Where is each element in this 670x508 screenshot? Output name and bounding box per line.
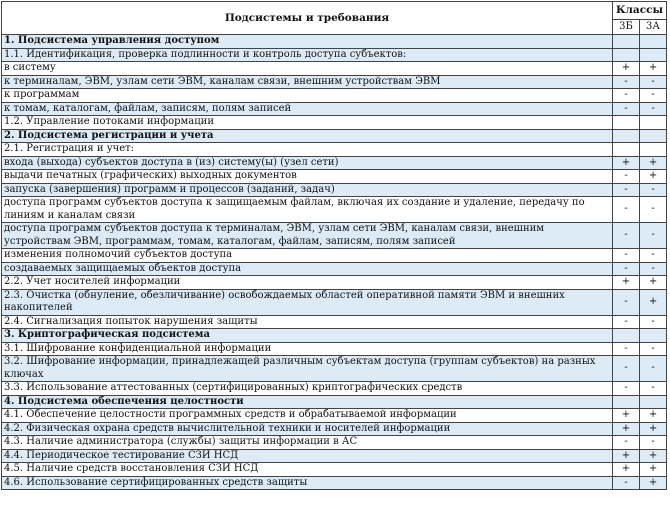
class-3a-mark [640, 143, 667, 157]
requirement-text: входа (выхода) субъектов доступа в (из) систему(ы) (узел сети) [2, 156, 613, 170]
class-3a-mark: - [640, 89, 667, 103]
requirement-text: к программам [2, 89, 613, 103]
table-row [2, 75, 667, 89]
table-row [2, 422, 667, 436]
requirement-text: 2.3. Очистка (обнуление, обезличивание) освобождаемых областей оперативной памяти ЭВМ и внешних накопителей [2, 289, 613, 315]
requirements-table [1, 1, 667, 490]
table-row [2, 463, 667, 477]
class-3b-mark: - [613, 197, 640, 223]
class-3b-mark: - [613, 342, 640, 356]
table-row [2, 62, 667, 76]
table-row [2, 143, 667, 157]
table-row [2, 315, 667, 329]
class-3a-mark: - [640, 75, 667, 89]
section-title: 1. Подсистема управления доступом [2, 35, 613, 49]
class-3b-mark: + [613, 449, 640, 463]
class-3a-mark: + [640, 289, 667, 315]
requirement-text: 4.5. Наличие средств восстановления СЗИ НСД [2, 463, 613, 477]
requirement-text: 4.3. Наличие администратора (службы) защиты информации в АС [2, 436, 613, 450]
requirement-text: 3.2. Шифрование информации, принадлежащей различным субъектам доступа (группам субъектов) на разных ключах [2, 356, 613, 382]
class-3b-mark: - [613, 356, 640, 382]
requirement-text: 3.1. Шифрование конфиденциальной информации [2, 342, 613, 356]
class-3a-mark [640, 129, 667, 143]
class-3b-mark: - [613, 170, 640, 184]
table-row [2, 156, 667, 170]
requirement-text: 4.1. Обеспечение целостности программных средств и обрабатываемой информации [2, 409, 613, 423]
class-3a-mark: + [640, 156, 667, 170]
requirement-text: 3.3. Использование аттестованных (сертифицированных) криптографических средств [2, 382, 613, 396]
class-3b-mark: - [613, 436, 640, 450]
class-3a-mark [640, 48, 667, 62]
class-3a-mark: + [640, 463, 667, 477]
table-row [2, 89, 667, 103]
requirement-text: 4.6. Использование сертифицированных средств защиты [2, 476, 613, 490]
table-row [2, 449, 667, 463]
class-3b-mark: - [613, 102, 640, 116]
class-3a-mark: - [640, 262, 667, 276]
section-row [2, 35, 667, 49]
class-3a-mark [640, 116, 667, 130]
requirement-text: доступа программ субъектов доступа к терминалам, ЭВМ, узлам сети ЭВМ, каналам связи, внешним устройствам ЭВМ, программам, томам, каталогам, файлам, записям, полям записей [2, 223, 613, 249]
requirement-text: выдачи печатных (графических) выходных документов [2, 170, 613, 184]
table-row [2, 170, 667, 184]
table-header [2, 2, 667, 35]
class-3a-mark: + [640, 276, 667, 290]
table-row [2, 48, 667, 62]
class-3b-mark: + [613, 156, 640, 170]
class-3a-mark [640, 35, 667, 49]
requirement-text: 2.1. Регистрация и учет: [2, 143, 613, 157]
class-3a-mark: - [640, 249, 667, 263]
class-3b-mark: - [613, 89, 640, 103]
requirement-text: доступа программ субъектов доступа к защищаемым файлам, включая их создание и удаление, передачу по линиям и каналам связи [2, 197, 613, 223]
class-3a-mark: + [640, 422, 667, 436]
header-class-3b: 3Б [613, 20, 640, 35]
requirement-text: в систему [2, 62, 613, 76]
class-3b-mark: - [613, 75, 640, 89]
table-row [2, 102, 667, 116]
header-title: Подсистемы и требования [2, 2, 613, 35]
table-row [2, 276, 667, 290]
class-3b-mark: + [613, 463, 640, 477]
table-row [2, 342, 667, 356]
class-3a-mark: + [640, 62, 667, 76]
section-title: 3. Криптографическая подсистема [2, 329, 613, 343]
section-row [2, 129, 667, 143]
requirement-text: к томам, каталогам, файлам, записям, полям записей [2, 102, 613, 116]
class-3b-mark: - [613, 315, 640, 329]
requirement-text: 4.4. Периодическое тестирование СЗИ НСД [2, 449, 613, 463]
class-3a-mark: + [640, 476, 667, 490]
section-title: 4. Подсистема обеспечения целостности [2, 395, 613, 409]
class-3a-mark: - [640, 382, 667, 396]
class-3a-mark: - [640, 436, 667, 450]
class-3b-mark: - [613, 223, 640, 249]
table-row [2, 223, 667, 249]
class-3b-mark [613, 116, 640, 130]
class-3a-mark: - [640, 197, 667, 223]
class-3b-mark: - [613, 382, 640, 396]
table-row [2, 197, 667, 223]
requirement-text: к терминалам, ЭВМ, узлам сети ЭВМ, каналам связи, внешним устройствам ЭВМ [2, 75, 613, 89]
class-3b-mark: - [613, 183, 640, 197]
section-row [2, 395, 667, 409]
table-body [2, 35, 667, 490]
class-3a-mark: - [640, 342, 667, 356]
requirement-text: 4.2. Физическая охрана средств вычислительной техники и носителей информации [2, 422, 613, 436]
table-row [2, 356, 667, 382]
class-3a-mark: + [640, 170, 667, 184]
class-3a-mark: + [640, 409, 667, 423]
class-3b-mark: - [613, 249, 640, 263]
class-3a-mark: - [640, 315, 667, 329]
table-row [2, 116, 667, 130]
class-3b-mark: - [613, 262, 640, 276]
table-row [2, 382, 667, 396]
requirement-text: запуска (завершения) программ и процессов (заданий, задач) [2, 183, 613, 197]
class-3b-mark [613, 329, 640, 343]
section-title: 2. Подсистема регистрации и учета [2, 129, 613, 143]
table-row [2, 249, 667, 263]
class-3b-mark: + [613, 422, 640, 436]
table-row [2, 262, 667, 276]
class-3a-mark: - [640, 356, 667, 382]
class-3b-mark: - [613, 289, 640, 315]
table-row [2, 436, 667, 450]
class-3b-mark [613, 143, 640, 157]
header-class-3a: 3А [640, 20, 667, 35]
class-3b-mark [613, 395, 640, 409]
requirement-text: 1.2. Управление потоками информации [2, 116, 613, 130]
table-row [2, 183, 667, 197]
header-classes: Классы [613, 2, 667, 20]
section-row [2, 329, 667, 343]
table-row [2, 476, 667, 490]
class-3a-mark: - [640, 183, 667, 197]
requirement-text: 2.2. Учет носителей информации [2, 276, 613, 290]
class-3b-mark: + [613, 62, 640, 76]
requirement-text: 1.1. Идентификация, проверка подлинности и контроль доступа субъектов: [2, 48, 613, 62]
requirement-text: 2.4. Сигнализация попыток нарушения защиты [2, 315, 613, 329]
class-3a-mark: - [640, 223, 667, 249]
requirement-text: изменения полномочий субъектов доступа [2, 249, 613, 263]
class-3b-mark [613, 48, 640, 62]
requirement-text: создаваемых защищаемых объектов доступа [2, 262, 613, 276]
class-3a-mark [640, 395, 667, 409]
class-3b-mark: - [613, 476, 640, 490]
table-row [2, 289, 667, 315]
class-3b-mark: + [613, 409, 640, 423]
class-3b-mark [613, 129, 640, 143]
class-3b-mark: + [613, 276, 640, 290]
class-3a-mark: + [640, 449, 667, 463]
class-3b-mark [613, 35, 640, 49]
class-3a-mark [640, 329, 667, 343]
class-3a-mark: - [640, 102, 667, 116]
table-row [2, 409, 667, 423]
